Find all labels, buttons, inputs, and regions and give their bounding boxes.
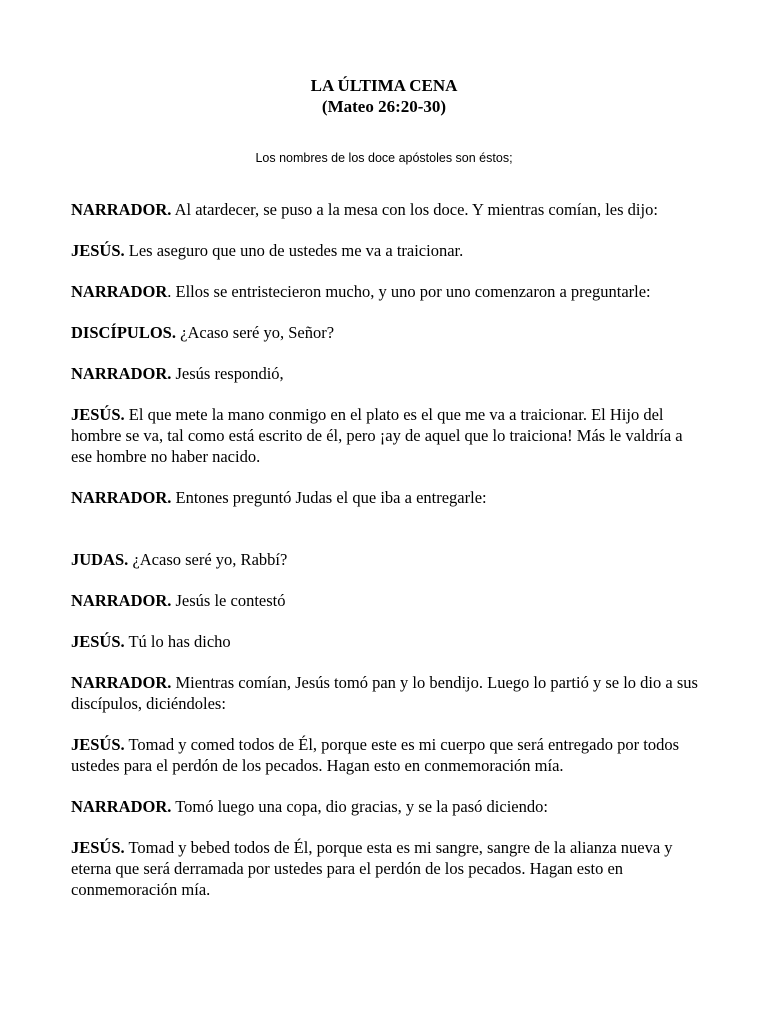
- dialogue-text: Tomad y bebed todos de Él, porque esta es mi sangre, sangre de la alianza nueva y eterna que será derramada por ustedes para el perdón de los pecados. Hagan esto en conmemoración mía.: [71, 838, 673, 899]
- script-body: [71, 199, 703, 920]
- dialogue-line: [71, 734, 703, 776]
- dialogue-text: Jesús le contestó: [171, 591, 286, 610]
- dialogue-line: [71, 199, 703, 220]
- dialogue-line: [71, 590, 703, 611]
- dialogue-line: [71, 322, 703, 343]
- dialogue-text: . Ellos se entristecieron mucho, y uno por uno comenzaron a preguntarle:: [167, 282, 651, 301]
- dialogue-text: ¿Acaso seré yo, Rabbí?: [128, 550, 288, 569]
- title-block: [0, 75, 768, 117]
- speaker-name: NARRADOR.: [71, 488, 172, 507]
- dialogue-line: [71, 404, 703, 467]
- dialogue-line: [71, 487, 703, 508]
- speaker-name: JESÚS.: [71, 405, 125, 424]
- dialogue-line: [71, 837, 703, 900]
- document-title: LA ÚLTIMA CENA: [310, 76, 458, 95]
- speaker-name: JUDAS.: [71, 550, 129, 569]
- speaker-name: NARRADOR.: [71, 797, 172, 816]
- speaker-name: NARRADOR.: [71, 364, 172, 383]
- scripture-reference: (Mateo 26:20-30): [321, 97, 447, 116]
- dialogue-text: Jesús respondió,: [171, 364, 284, 383]
- dialogue-text: Al atardecer, se puso a la mesa con los doce. Y mientras comían, les dijo:: [171, 200, 658, 219]
- speaker-name: JESÚS.: [71, 838, 125, 857]
- speaker-name: JESÚS.: [71, 735, 125, 754]
- dialogue-text: Tomó luego una copa, dio gracias, y se la pasó diciendo:: [171, 797, 548, 816]
- speaker-name: DISCÍPULOS.: [71, 323, 176, 342]
- dialogue-text: El que mete la mano conmigo en el plato es el que me va a traicionar. El Hijo del hombre se va, tal como está escrito de él, pero ¡ay de aquel que lo traiciona! Más le valdría a ese hombre no haber nacido.: [71, 405, 683, 466]
- dialogue-text: Entones preguntó Judas el que iba a entregarle:: [171, 488, 487, 507]
- speaker-name: JESÚS.: [71, 632, 125, 651]
- dialogue-line: [71, 631, 703, 652]
- dialogue-line: [71, 549, 703, 570]
- dialogue-text: Tomad y comed todos de Él, porque este es mi cuerpo que será entregado por todos ustedes para el perdón de los pecados. Hagan esto en conmemoración mía.: [71, 735, 680, 775]
- dialogue-line: [71, 796, 703, 817]
- dialogue-line: [71, 672, 703, 714]
- speaker-name: NARRADOR: [71, 282, 168, 301]
- dialogue-text: ¿Acaso seré yo, Señor?: [176, 323, 335, 342]
- dialogue-line: [71, 363, 703, 384]
- dialogue-text: Les aseguro que uno de ustedes me va a traicionar.: [124, 241, 464, 260]
- speaker-name: NARRADOR.: [71, 200, 172, 219]
- dialogue-text: Tú lo has dicho: [124, 632, 231, 651]
- dialogue-text: Mientras comían, Jesús tomó pan y lo bendijo. Luego lo partió y se lo dio a sus discípulos, diciéndoles:: [71, 673, 698, 713]
- speaker-name: NARRADOR.: [71, 591, 172, 610]
- dialogue-line: [71, 240, 703, 261]
- intro-line: Los nombres de los doce apóstoles son éstos;: [255, 151, 513, 165]
- dialogue-line: [71, 281, 703, 302]
- speaker-name: NARRADOR.: [71, 673, 172, 692]
- speaker-name: JESÚS.: [71, 241, 125, 260]
